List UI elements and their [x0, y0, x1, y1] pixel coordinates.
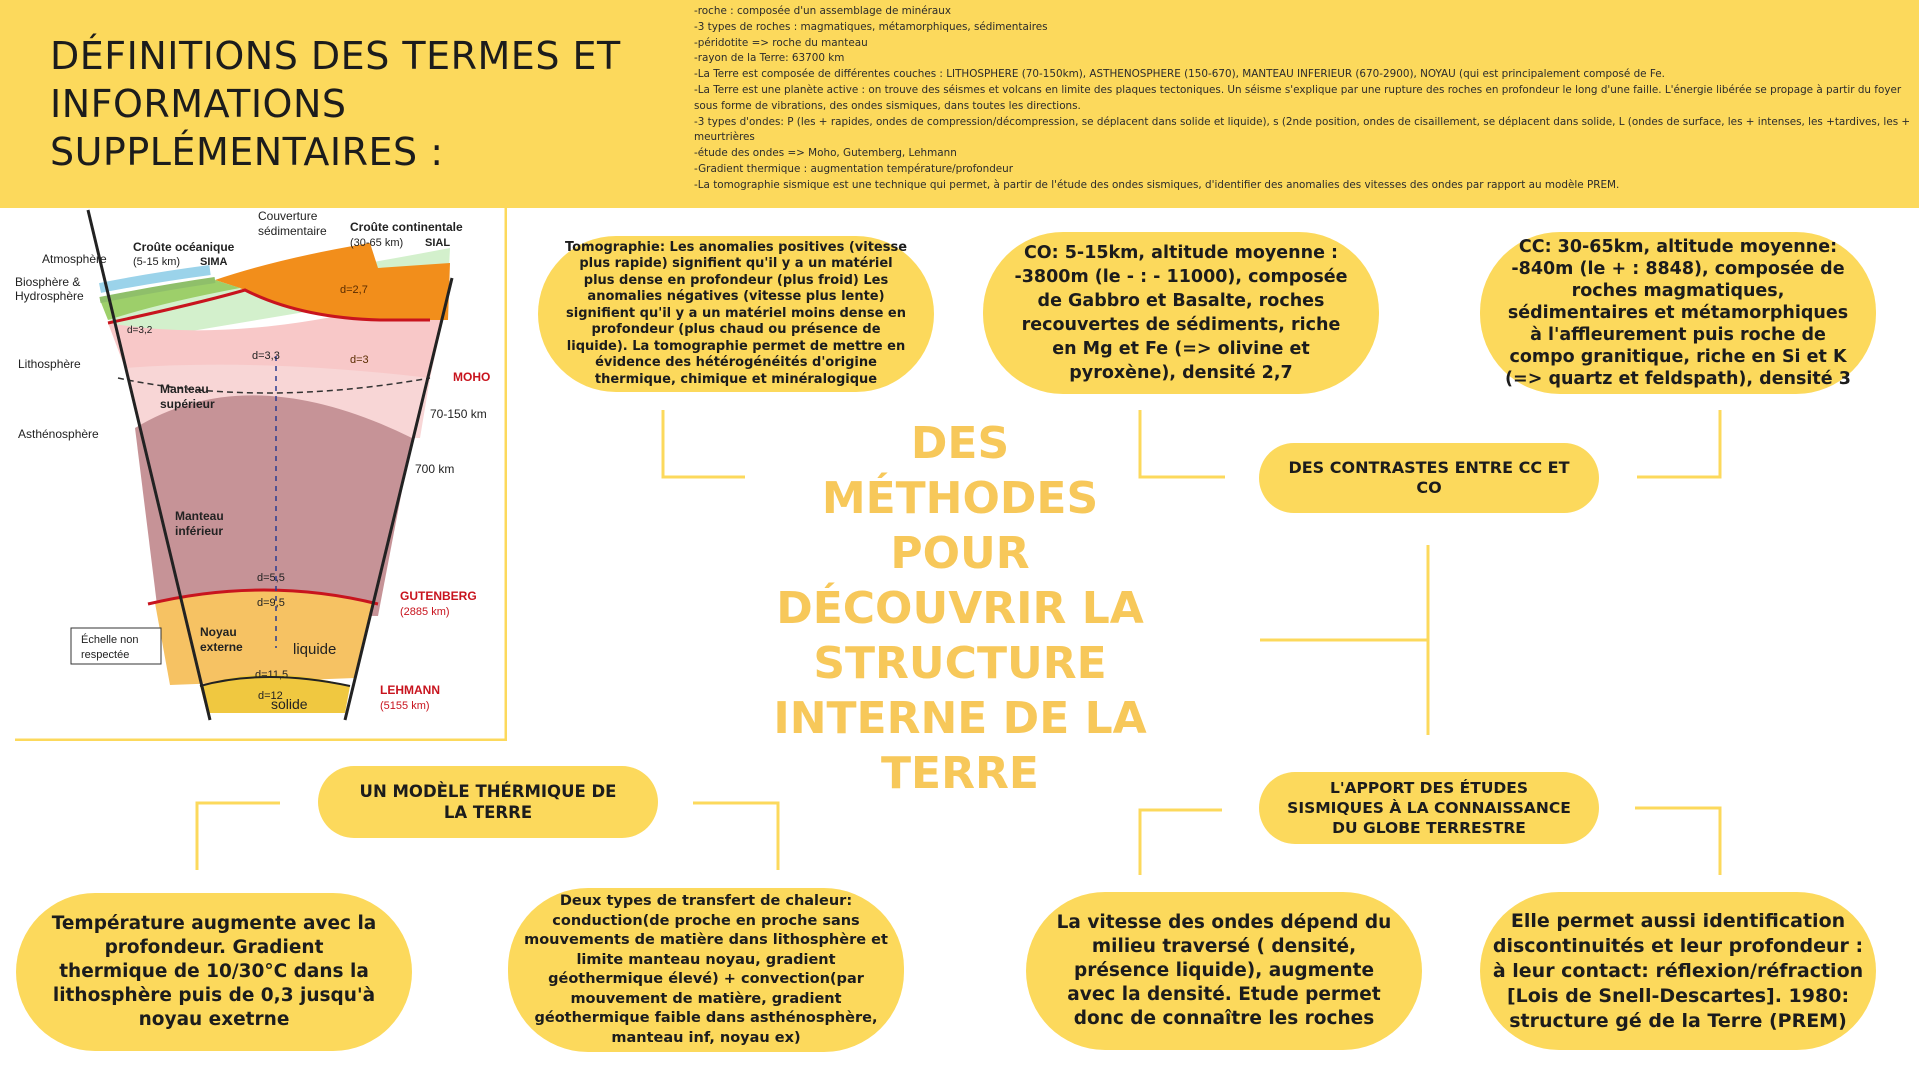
label-700-km: 700 km: [415, 462, 455, 476]
note-line: -La tomographie sismique est une technique qui permet, à partir de l'étude des ondes sismiques, d'identifier des anomalies des vitesses des ondes par rapport au modèle PREM.: [694, 178, 1620, 191]
label-lehmann-depth: (5155 km): [380, 700, 430, 712]
bubble-apport-sismique-text: L'APPORT DES ÉTUDES SISMIQUES À LA CONNAISSANCE DU GLOBE TERRESTRE: [1287, 779, 1571, 837]
label-gutenberg-depth: (2885 km): [400, 606, 450, 618]
bubble-discontinuites: [1480, 892, 1876, 1050]
label-sial: SIAL: [425, 237, 451, 249]
label-density-11-5: d=11,5: [255, 669, 289, 681]
label-hydrosphere: Hydrosphère: [15, 289, 84, 303]
label-upper-mantle: Manteau: [160, 382, 209, 396]
bubble-transfert-text: Deux types de transfert de chaleur: conduction(de proche en proche sans mouvements de matière dans lithosphère et limite manteau noyau, gradient géothermique élevé) + convection(par mouvement de matière, gradient géothermique faible dans asthénosphère, manteau inf, noyau ex): [524, 893, 888, 1046]
definitions-title-line: SUPPLÉMENTAIRES :: [50, 130, 444, 174]
label-lithosphere: Lithosphère: [18, 357, 81, 371]
central-title-line: INTERNE DE LA: [773, 693, 1147, 744]
label-lower-mantle-2: inférieur: [175, 524, 224, 538]
label-upper-mantle-2: supérieur: [160, 397, 215, 411]
note-line: -roche : composée d'un assemblage de minéraux: [694, 5, 952, 17]
label-continental-crust: Croûte continentale: [350, 220, 463, 234]
bubble-tomographie: [538, 236, 934, 392]
label-outer-core-2: externe: [200, 640, 243, 654]
label-density-9-5: d=9,5: [257, 597, 285, 609]
note-line: -3 types de roches : magmatiques, métamorphiques, sédimentaires: [694, 20, 1048, 33]
central-title-line: DES: [910, 418, 1010, 469]
label-oceanic-crust: Croûte océanique: [133, 240, 235, 254]
bubble-transfert: [508, 888, 904, 1052]
label-biosphere: Biosphère &: [15, 275, 81, 289]
connector-sismique-right: [1635, 808, 1720, 875]
label-density-2-7: d=2,7: [340, 284, 368, 296]
bubble-vitesse-ondes: [1026, 892, 1422, 1050]
bubble-temperature-text: Température augmente avec la profondeur. Gradient thermique de 10/30°C dans la lithosphère puis de 0,3 jusqu'à noyau exetrne: [51, 913, 377, 1030]
connector-thermique-right: [693, 803, 778, 870]
label-liquid: liquide: [293, 641, 337, 658]
connector-tomographie: [663, 410, 745, 477]
label-oceanic-crust-depth: (5-15 km): [133, 256, 181, 268]
label-density-5-5: d=5,5: [257, 572, 285, 584]
label-moho: MOHO: [453, 370, 491, 384]
bubble-temperature: [16, 893, 412, 1051]
bubble-tomographie-text: Tomographie: Les anomalies positives (vitesse plus rapide) signifient qu'il y a un matériel plus dense en profondeur (plus froid) Les anomalies négatives (vitesse plus lente) signifient qu'il y a un matériel moins dense en profondeur (plus chaud ou présence de liquide). La tomographie permet de mettre en évidence des hétérogénéités d'origine thermique, chimique et minéralogique: [564, 239, 908, 387]
central-title-line: DÉCOUVRIR LA: [776, 583, 1144, 634]
central-title-line: STRUCTURE: [813, 638, 1107, 689]
label-lehmann: LEHMANN: [380, 683, 440, 697]
bubble-modele-thermique-text: UN MODÈLE THÉRMIQUE DE LA TERRE: [359, 782, 617, 822]
label-atmosphere: Atmosphère: [42, 252, 107, 266]
label-70-150-km: 70-150 km: [430, 407, 487, 421]
label-density-3-3: d=3,3: [252, 350, 280, 362]
note-line: -La Terre est une planète active : on trouve des séismes et volcans en limite des plaques tectoniques. Un séisme s'explique par une rupture des roches en profondeur le long d'une faille. L'énergie libérée se propage à partir du foyer sous forme de vibrations, des ondes sismiques, dans toutes les directions.: [694, 83, 1902, 112]
label-sediment-cover: Couverture: [258, 209, 318, 223]
note-line: -La Terre est composée de différentes couches : LITHOSPHERE (70-150km), ASTHENOSPHERE (150-670), MANTEAU INFERIEUR (670-2900), NOYAU (qui est principalement composé de Fe.: [694, 68, 1665, 81]
label-density-3-2: d=3,2: [127, 325, 153, 336]
connector-cc: [1637, 410, 1720, 477]
definitions-title-line: INFORMATIONS: [50, 82, 347, 126]
bubble-discontinuites-text: Elle permet aussi identification discontinuités et leur profondeur : à leur contact: réflexion/réfraction [Lois de Snell-Descartes]. 1980: structure gé de la Terre (PREM): [1492, 909, 1864, 1032]
label-sima: SIMA: [200, 256, 228, 268]
bubble-apport-sismique: [1259, 772, 1599, 844]
definitions-title-line: DÉFINITIONS DES TERMES ET: [50, 34, 621, 78]
bubble-co-text: CO: 5-15km, altitude moyenne : -3800m (le - : - 11000), composée de Gabbro et Basalte, roches recouvertes de sédiments, riche en Mg et Fe (=> olivine et pyroxène), densité 2,7: [1014, 243, 1348, 383]
label-outer-core: Noyau: [200, 625, 237, 639]
label-lower-mantle: Manteau: [175, 509, 224, 523]
bubble-modele-thermique: [318, 766, 658, 838]
note-line: -3 types d'ondes: P (les + rapides, ondes de compression/décompression, se déplacent dans solide et liquide), s (2nde position, ondes de cisaillement, se déplacent dans solide, L (ondes de surface, les + intenses, les +tardives, les + meurtrières: [694, 115, 1911, 144]
label-solid: solide: [271, 696, 308, 712]
label-density-3: d=3: [350, 354, 369, 366]
bubble-vitesse-ondes-text: La vitesse des ondes dépend du milieu traversé ( densité, présence liquide), augmente avec la densité. Etude permet donc de connaître les roches: [1056, 912, 1392, 1029]
bubble-co: [983, 232, 1379, 394]
connector-thermique-left: [197, 803, 280, 870]
label-scale-note-2: respectée: [81, 649, 130, 661]
label-gutenberg: GUTENBERG: [400, 589, 477, 603]
label-scale-note: Échelle non: [81, 634, 139, 646]
central-title-line: MÉTHODES: [821, 473, 1099, 524]
bubble-cc: [1480, 232, 1876, 394]
bubble-contrastes-text: DES CONTRASTES ENTRE CC ET CO: [1288, 458, 1570, 497]
bubble-cc-text: CC: 30-65km, altitude moyenne: -840m (le + : 8848), composée de roches magmatiques, sédimentaires et métamorphiques à l'affleurement puis roche de compo granitique, riche en Si et K (=> quartz et feldspath), densité 3: [1505, 237, 1851, 389]
note-line: -étude des ondes => Moho, Gutemberg, Lehmann: [694, 147, 957, 160]
central-title-line: TERRE: [881, 748, 1039, 799]
label-continental-crust-depth: (30-65 km): [350, 237, 404, 249]
note-line: -rayon de la Terre: 63700 km: [694, 52, 845, 65]
connector-sismique-left: [1140, 810, 1222, 875]
bubble-contrastes: [1259, 443, 1599, 513]
note-line: -péridotite => roche du manteau: [694, 36, 868, 49]
label-asthenosphere: Asthénosphère: [18, 427, 99, 441]
note-line: -Gradient thermique : augmentation température/profondeur: [694, 162, 1014, 175]
central-title: [740, 416, 1180, 801]
label-density-12: d=12: [258, 690, 283, 702]
central-title-line: POUR: [890, 528, 1030, 579]
label-sediment-cover-2: sédimentaire: [258, 224, 327, 238]
